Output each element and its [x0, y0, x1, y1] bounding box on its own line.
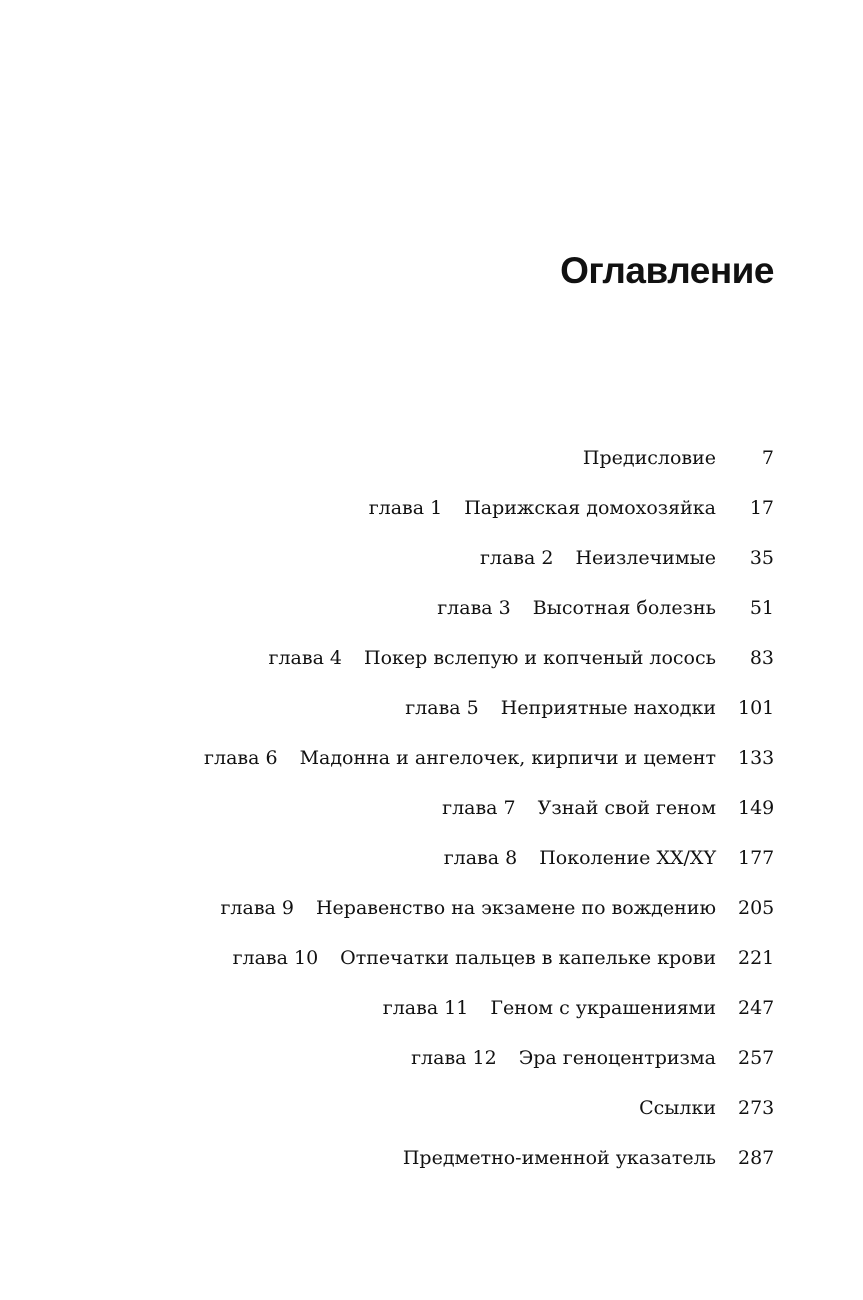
entry-title: Узнай свой геном — [537, 797, 716, 819]
entry-title: Ссылки — [639, 1097, 716, 1119]
toc-entry-chapter-4[interactable] — [74, 633, 774, 683]
entry-title: Неизлечимые — [575, 547, 716, 569]
chapter-label: глава 11 — [382, 997, 469, 1019]
page-number: 247 — [738, 997, 775, 1019]
page-number: 17 — [749, 497, 774, 519]
chapter-label: глава 2 — [479, 547, 554, 569]
page-number: 7 — [761, 447, 774, 469]
chapter-label: глава 9 — [220, 897, 294, 919]
chapter-label: глава 3 — [437, 597, 511, 619]
toc-entry-chapter-11[interactable] — [74, 983, 774, 1033]
page-number: 83 — [749, 647, 774, 669]
toc-entry-chapter-7[interactable] — [74, 783, 774, 833]
page-number: 133 — [738, 747, 775, 769]
entry-title: Неприятные находки — [500, 697, 716, 719]
entry-title: Эра геноцентризма — [518, 1047, 716, 1069]
chapter-label: глава 1 — [368, 497, 443, 519]
page-number: 287 — [738, 1147, 775, 1169]
page-number: 149 — [738, 797, 775, 819]
entry-title: Неравенство на экзамене по вождению — [315, 897, 716, 919]
page-number: 177 — [738, 847, 775, 869]
chapter-label: глава 12 — [411, 1047, 497, 1069]
page-number: 221 — [738, 947, 775, 969]
page-number: 273 — [738, 1097, 775, 1119]
toc-entry-chapter-3[interactable] — [74, 583, 774, 633]
toc-entry-chapter-1[interactable] — [74, 483, 774, 533]
toc-entry-chapter-12[interactable] — [74, 1033, 774, 1083]
toc-entry-chapter-5[interactable] — [74, 683, 774, 733]
entry-title: Предисловие — [582, 447, 716, 469]
page-number: 101 — [738, 697, 775, 719]
entry-title: Отпечатки пальцев в капельке крови — [340, 947, 716, 969]
page-number: 35 — [749, 547, 774, 569]
toc-entry-chapter-8[interactable] — [74, 833, 774, 883]
toc-entry-index[interactable] — [74, 1133, 774, 1183]
toc-entry-chapter-10[interactable] — [74, 933, 774, 983]
toc-entry-preface[interactable] — [74, 433, 774, 483]
page-title: Оглавление — [560, 250, 774, 291]
entry-title: Высотная болезнь — [532, 597, 716, 619]
chapter-label: глава 6 — [204, 747, 278, 769]
chapter-label: глава 8 — [443, 847, 518, 869]
chapter-label: глава 10 — [232, 947, 319, 969]
entry-title: Предметно-именной указатель — [402, 1147, 716, 1169]
table-of-contents — [74, 433, 774, 1183]
entry-title: Геном с украшениями — [490, 997, 716, 1019]
entry-title: Парижская домохозяйка — [464, 497, 716, 519]
page-number: 51 — [749, 597, 774, 619]
entry-title: Поколение XX/XY — [539, 847, 716, 869]
chapter-label: глава 4 — [268, 647, 343, 669]
toc-entry-chapter-6[interactable] — [74, 733, 774, 783]
page-number: 257 — [738, 1047, 775, 1069]
entry-title: Мадонна и ангелочек, кирпичи и цемент — [299, 747, 716, 769]
chapter-label: глава 5 — [405, 697, 479, 719]
page-number: 205 — [738, 897, 775, 919]
chapter-label: глава 7 — [442, 797, 516, 819]
toc-entry-references[interactable] — [74, 1083, 774, 1133]
toc-entry-chapter-9[interactable] — [74, 883, 774, 933]
entry-title: Покер вслепую и копченый лосось — [364, 647, 716, 669]
toc-entry-chapter-2[interactable] — [74, 533, 774, 583]
